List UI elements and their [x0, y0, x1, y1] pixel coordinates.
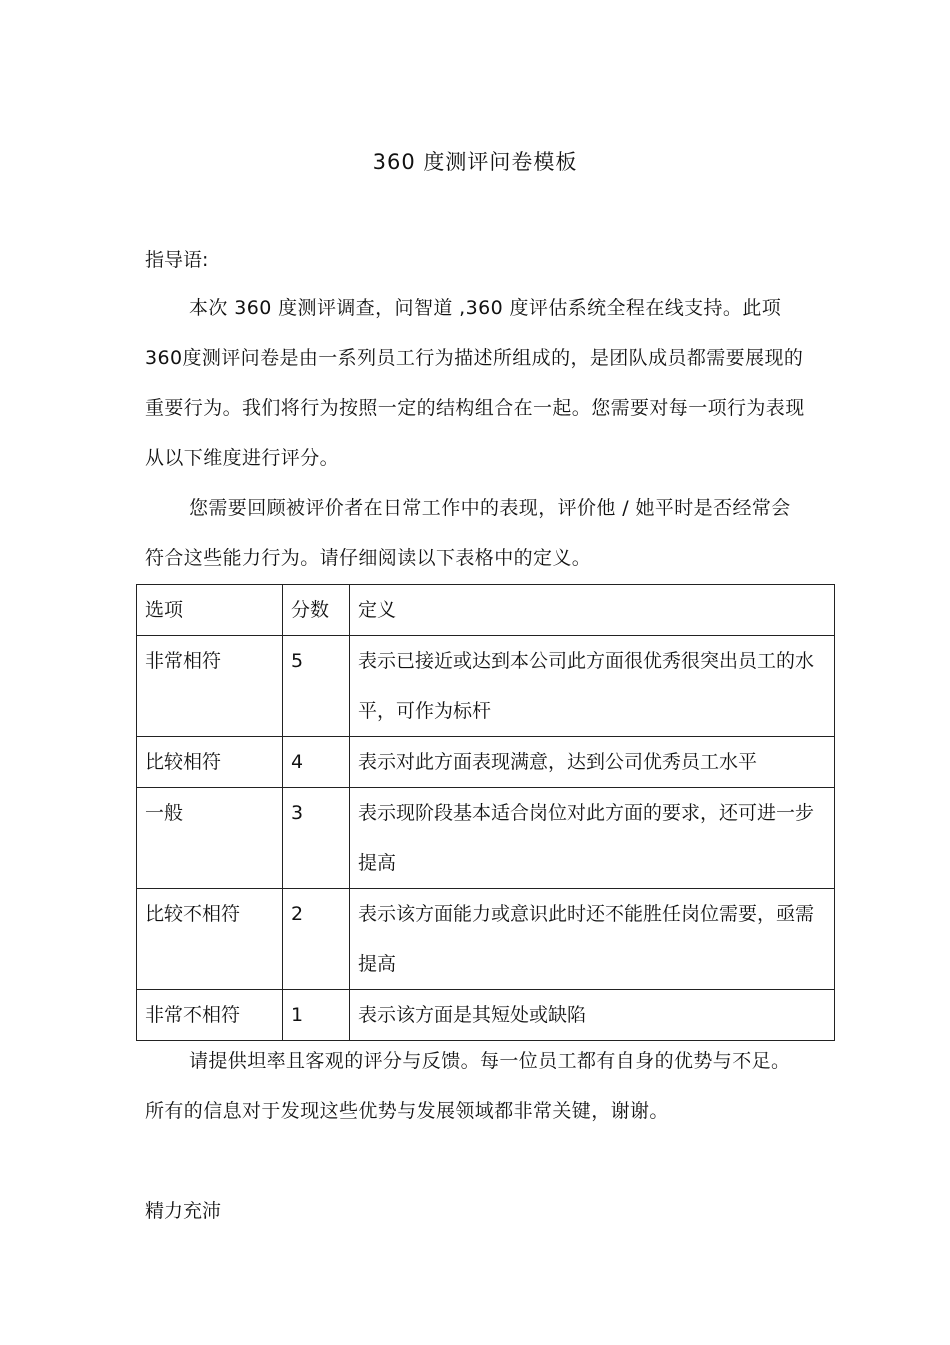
header-option: 选项	[137, 585, 283, 636]
guide-label: 指导语:	[145, 249, 209, 271]
header-score: 分数	[283, 585, 350, 636]
definition-cell: 表示现阶段基本适合岗位对此方面的要求，还可进一步提高	[350, 788, 835, 889]
header-definition: 定义	[350, 585, 835, 636]
intro-paragraph-2	[145, 483, 805, 583]
option-cell: 非常相符	[137, 636, 283, 737]
table-row	[137, 889, 835, 990]
option-cell: 一般	[137, 788, 283, 889]
option-cell: 非常不相符	[137, 990, 283, 1041]
table-row	[137, 788, 835, 889]
definition-cell: 表示对此方面表现满意，达到公司优秀员工水平	[350, 737, 835, 788]
page-title: 360 度测评问卷模板	[372, 150, 578, 174]
rating-criteria-table	[136, 584, 835, 1041]
intro-paragraph-2-text: 您需要回顾被评价者在日常工作中的表现，评价他 / 她平时是否经常会符合这些能力行为。请仔细阅读以下表格中的定义。	[145, 497, 791, 569]
score-cell: 5	[283, 636, 350, 737]
intro-paragraph-1	[145, 283, 805, 483]
definition-cell: 表示该方面是其短处或缺陷	[350, 990, 835, 1041]
score-cell: 3	[283, 788, 350, 889]
table-row	[137, 990, 835, 1041]
score-cell: 1	[283, 990, 350, 1041]
intro-paragraph-1-text: 本次 360 度测评调查，问智道 ,360 度评估系统全程在线支持。此项 360度测评问卷是由一系列员工行为描述所组成的，是团队成员都需要展现的重要行为。我们将行为按照一定的结构组合在一起。您需要对每一项行为表现从以下维度进行评分。	[145, 297, 805, 469]
score-cell: 2	[283, 889, 350, 990]
option-cell: 比较相符	[137, 737, 283, 788]
closing-paragraph-text: 请提供坦率且客观的评分与反馈。每一位员工都有自身的优势与不足。所有的信息对于发现这些优势与发展领域都非常关键，谢谢。	[145, 1050, 791, 1122]
option-cell: 比较不相符	[137, 889, 283, 990]
table-row	[137, 636, 835, 737]
score-cell: 4	[283, 737, 350, 788]
definition-cell: 表示该方面能力或意识此时还不能胜任岗位需要，亟需提高	[350, 889, 835, 990]
table-header-row	[137, 585, 835, 636]
closing-paragraph	[145, 1036, 805, 1136]
section-heading: 精力充沛	[145, 1200, 222, 1222]
definition-cell: 表示已接近或达到本公司此方面很优秀很突出员工的水平，可作为标杆	[350, 636, 835, 737]
table-row	[137, 737, 835, 788]
